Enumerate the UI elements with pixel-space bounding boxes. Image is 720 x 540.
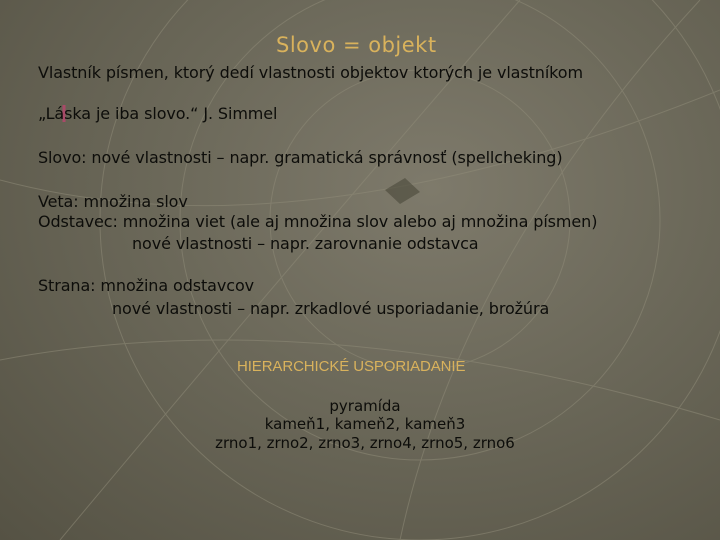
paragraph-line: Odstavec: množina viet (ale aj množina slov alebo aj množina písmen) [38, 212, 598, 231]
hierarchy-level-2: kameň1, kameň2, kameň3 [264, 415, 466, 433]
quote-line: „Láska je iba slovo.“ J. Simmel [38, 104, 278, 123]
hierarchy-heading: HIERARCHICKÉ USPORIADANIE [237, 358, 466, 375]
hierarchy-level-3: zrno1, zrno2, zrno3, zrno4, zrno5, zrno6 [215, 434, 515, 452]
page-line: Strana: množina odstavcov [38, 276, 255, 295]
hierarchy-level-1: pyramída [329, 397, 401, 415]
sentence-line: Veta: množina slov [38, 192, 188, 211]
paragraph-properties-line: nové vlastnosti – napr. zarovnanie odstavca [132, 234, 479, 253]
page-title: Slovo = objekt [276, 33, 437, 57]
page-properties-line: nové vlastnosti – napr. zrkadlové usporiadanie, brožúra [112, 299, 550, 318]
word-properties-line: Slovo: nové vlastnosti – napr. gramatická správnosť (spellcheking) [38, 148, 563, 167]
definition-line: Vlastník písmen, ktorý dedí vlastnosti objektov ktorých je vlastníkom [38, 63, 583, 82]
